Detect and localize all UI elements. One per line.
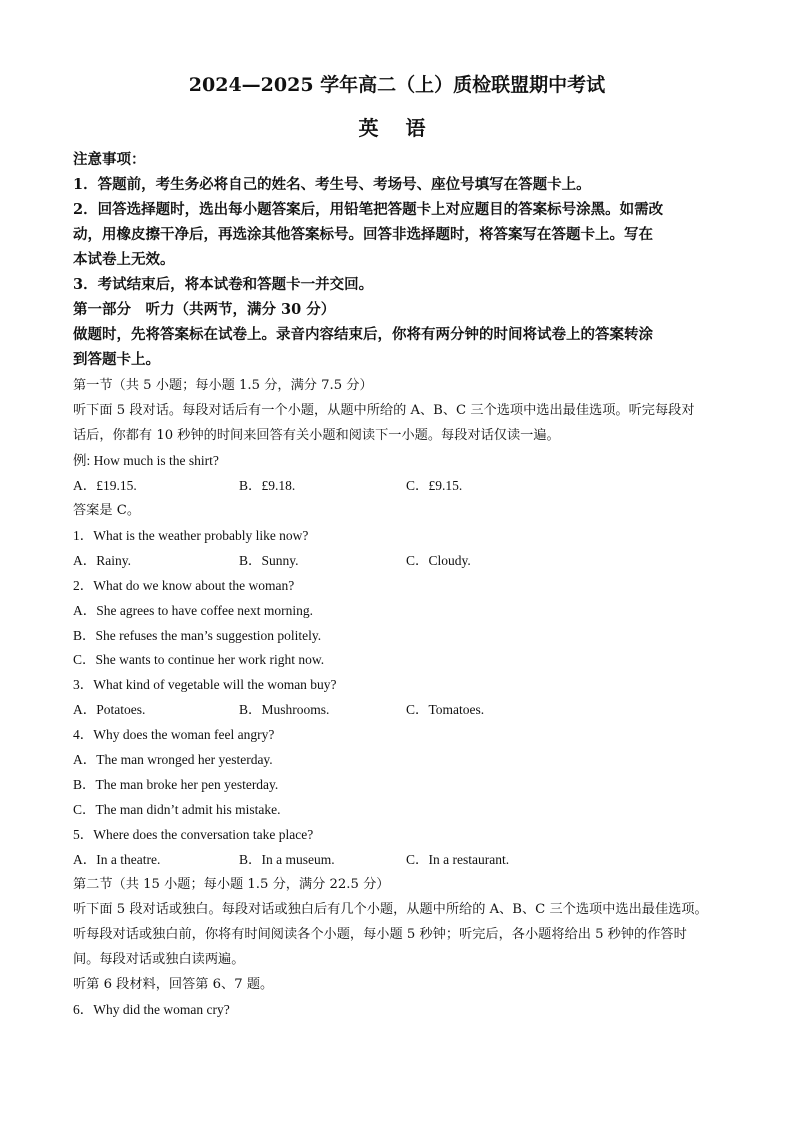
note-1: 1．答题前，考生务必将自己的姓名、考生号、考场号、座位号填写在答题卡上。 bbox=[73, 176, 591, 193]
note-2b: 动，用橡皮擦干净后，再选涂其他答案标号。回答非选择题时，将答案写在答题卡上。写在 bbox=[73, 226, 653, 243]
q1-option-c: C．Cloudy. bbox=[406, 553, 471, 568]
example-option-a: A．£19.15. bbox=[73, 478, 137, 493]
subject-title: 英 语 bbox=[358, 116, 436, 140]
example-answer: 答案是 C。 bbox=[73, 503, 141, 518]
section2-instruction-a: 听下面 5 段对话或独白。每段对话或独白后有几个小题，从题中所给的 A、B、C 三个选项中选出最佳选项。 bbox=[73, 902, 708, 917]
part1-instruction-a: 做题时，先将答案标在试卷上。录音内容结束后，你将有两分钟的时间将试卷上的答案转涂 bbox=[73, 326, 653, 343]
part1-instruction-b: 到答题卡上。 bbox=[73, 351, 160, 368]
note-2a: 2．回答选择题时，选出每小题答案后，用铅笔把答题卡上对应题目的答案标号涂黑。如需改 bbox=[73, 201, 664, 218]
section1-instruction-a: 听下面 5 段对话。每段对话后有一个小题，从题中所给的 A、B、C 三个选项中选出最佳选项。听完每段对 bbox=[73, 403, 695, 418]
section1-instruction-b: 话后，你都有 10 秒钟的时间来回答有关小题和阅读下一小题。每段对话仅读一遍。 bbox=[73, 428, 560, 443]
q3-option-a: A．Potatoes. bbox=[73, 702, 146, 717]
q3-option-c: C．Tomatoes. bbox=[406, 702, 485, 717]
q2-question: 2．What do we know about the woman? bbox=[73, 578, 295, 593]
q5-option-c: C．In a restaurant. bbox=[406, 852, 510, 867]
q1-option-b: B．Sunny. bbox=[239, 553, 299, 568]
q4-question: 4．Why does the woman feel angry? bbox=[73, 727, 275, 742]
q4-option-c: C．The man didn’t admit his mistake. bbox=[73, 802, 281, 817]
q3-option-b: B．Mushrooms. bbox=[239, 702, 330, 717]
section1-heading: 第一节（共 5 小题；每小题 1.5 分，满分 7.5 分） bbox=[73, 378, 373, 393]
example-option-c: C．£9.15. bbox=[406, 478, 463, 493]
q5-option-b: B．In a museum. bbox=[239, 852, 335, 867]
section2-instruction-b: 听每段对话或独白前，你将有时间阅读各个小题，每小题 5 秒钟；听完后，各小题将给出 5 秒钟的作答时 bbox=[73, 927, 687, 942]
section2-instruction-c: 间。每段对话或独白读两遍。 bbox=[73, 952, 245, 967]
q5-option-a: A．In a theatre. bbox=[73, 852, 161, 867]
q2-option-a: A．She agrees to have coffee next morning. bbox=[73, 603, 314, 618]
note-2c: 本试卷上无效。 bbox=[73, 251, 175, 268]
exam-title: 2024—2025 学年高二（上）质检联盟期中考试 bbox=[188, 74, 606, 96]
example-question: 例: How much is the shirt? bbox=[73, 453, 219, 468]
q4-option-b: B．The man broke her pen yesterday. bbox=[73, 777, 279, 792]
q1-question: 1．What is the weather probably like now? bbox=[73, 528, 309, 543]
q3-question: 3．What kind of vegetable will the woman buy? bbox=[73, 677, 337, 692]
q4-option-a: A．The man wronged her yesterday. bbox=[73, 752, 273, 767]
notes-heading: 注意事项： bbox=[73, 151, 146, 168]
q1-option-a: A．Rainy. bbox=[73, 553, 131, 568]
note-3: 3．考试结束后，将本试卷和答题卡一并交回。 bbox=[73, 276, 374, 293]
section2-heading: 第二节（共 15 小题；每小题 1.5 分，满分 22.5 分） bbox=[73, 877, 390, 892]
q2-option-b: B．She refuses the man’s suggestion politely. bbox=[73, 628, 322, 643]
example-option-b: B．£9.18. bbox=[239, 478, 296, 493]
material-6-note: 听第 6 段材料，回答第 6、7 题。 bbox=[73, 977, 274, 992]
q6-question: 6．Why did the woman cry? bbox=[73, 1002, 230, 1017]
q5-question: 5．Where does the conversation take place? bbox=[73, 827, 314, 842]
q2-option-c: C．She wants to continue her work right now. bbox=[73, 652, 325, 667]
part1-heading: 第一部分 听力（共两节，满分 30 分） bbox=[73, 301, 336, 318]
